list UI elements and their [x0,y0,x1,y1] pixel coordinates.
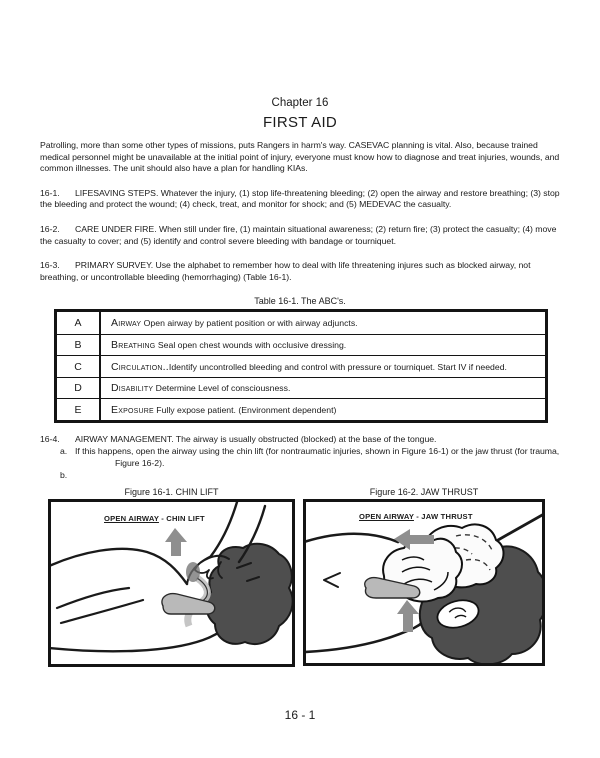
row-term: Disability [111,382,154,395]
figure-caption-chin-lift: Figure 16-1. CHIN LIFT [124,487,219,498]
row-term: Breathing [111,339,156,352]
jaw-thrust-illustration [306,502,542,663]
row-desc: Fully expose patient. (Environment dependent) [153,404,337,415]
row-letter: B [57,335,101,356]
sub-item-text: If this happens, open the airway using the chin lift (for nontraumatic injuries, shown in Figure 16-1) or the jaw thrust (for trauma, Figure 16-2). [75,446,560,469]
figure-box-jaw-thrust [303,499,545,666]
lift-direction-arrow-icon [165,528,187,556]
row-text [101,317,545,329]
paragraph-16-2 [40,224,560,247]
figure-label-underlined: OPEN AIRWAY [359,512,414,522]
sub-item-number: b. [60,469,68,480]
casualty-hair [206,544,292,644]
figure-box-chin-lift [48,499,295,667]
figure-label-rest: - CHIN LIFT [158,514,205,524]
paragraph-number: 16-3. [40,260,60,271]
figure-caption-jaw-thrust: Figure 16-2. JAW THRUST [369,487,479,498]
paragraph-16-4 [40,434,560,446]
row-text [101,339,545,351]
paragraph-text: PRIMARY SURVEY. Use the alphabet to remember how to deal with life threatening injures such as blocked airway, not breathing, or uncontrollable bleeding (hemorrhaging) (Table 16-1). [40,260,531,282]
table-row [57,377,545,399]
chin-lift-illustration [51,502,292,664]
abc-table [54,309,548,423]
row-term: Circulation.. [111,360,169,373]
table-row [57,398,545,420]
table-row [57,334,545,356]
row-letter: E [57,399,101,420]
row-text [101,382,545,394]
row-text [101,361,545,373]
paragraph-number: 16-4. [40,433,60,444]
paragraph-text: CARE UNDER FIRE. When still under fire, (1) maintain situational awareness; (2) return fire; (3) protect the casualty; (4) move the casualty to cover; and (5) identify and control severe bleeding with bandage or tourniquet. [40,223,557,246]
row-letter: C [57,356,101,377]
table-row [57,312,545,334]
paragraph-16-3 [40,260,560,283]
figure-label-jaw-thrust [359,512,473,521]
paragraph-text: AIRWAY MANAGEMENT. The airway is usually obstructed (blocked) at the base of the tongue. [75,433,437,444]
sub-item-b [40,470,560,482]
arm-crease-line [61,600,143,623]
paragraph-number: 16-1. [40,187,60,198]
chapter-heading: Chapter 16 [271,97,329,109]
table-caption: Table 16-1. The ABC's. [254,296,346,307]
row-term: Exposure [111,403,154,416]
row-letter: D [57,378,101,399]
figure-label-chin-lift [104,514,205,523]
paragraph-text: LIFESAVING STEPS. Whatever the injury, (1) stop life-threatening bleeding; (2) open the airway and restore breathing; (3) stop the bleeding and protect the wound; (4) check, treat, and monitor for shock; and (5) MEDEVAC the casualty. [40,187,560,210]
figure-captions-row [48,487,560,497]
page-number: 16 - 1 [284,708,316,722]
intro-paragraph: Patrolling, more than some other types of missions, puts Rangers in harm's way. CASEVAC planning is vital. Also, because trained medical personnel might be unavailable at the initial point of injury, everyone must know how to diagnose and treat injuries, wounds, and common illnesses. The unit should also have a plan for handling KIAs. [40,140,560,174]
row-desc: Open airway by patient position or with airway adjuncts. [141,318,358,329]
paragraph-number: 16-2. [40,223,60,234]
mouth-shadow [186,562,200,582]
body-outline-top [51,549,187,584]
page-title: FIRST AID [262,114,338,131]
row-desc: Seal open chest wounds with occlusive dressing. [155,340,347,351]
row-text [101,404,545,416]
arm-outline-bottom [306,612,432,652]
figure-label-underlined: OPEN AIRWAY [104,514,159,524]
hand-fork-lines [324,573,340,587]
row-desc: Determine Level of consciousness. [153,383,291,394]
row-desc: Identify uncontrolled bleeding and control with pressure or tourniquet. Start IV if needed. [168,361,507,372]
sub-item-a [40,446,560,469]
row-letter: A [57,312,101,334]
arm-crease-line [57,588,129,608]
body-outline-bottom [51,620,235,651]
table-row [57,355,545,377]
arm-outline-top [306,534,398,542]
paragraph-16-1 [40,188,560,211]
sub-item-number: a. [60,446,68,457]
row-term: Airway [111,317,142,330]
figure-label-rest: - JAW THRUST [413,512,473,522]
figures-row [48,499,560,667]
